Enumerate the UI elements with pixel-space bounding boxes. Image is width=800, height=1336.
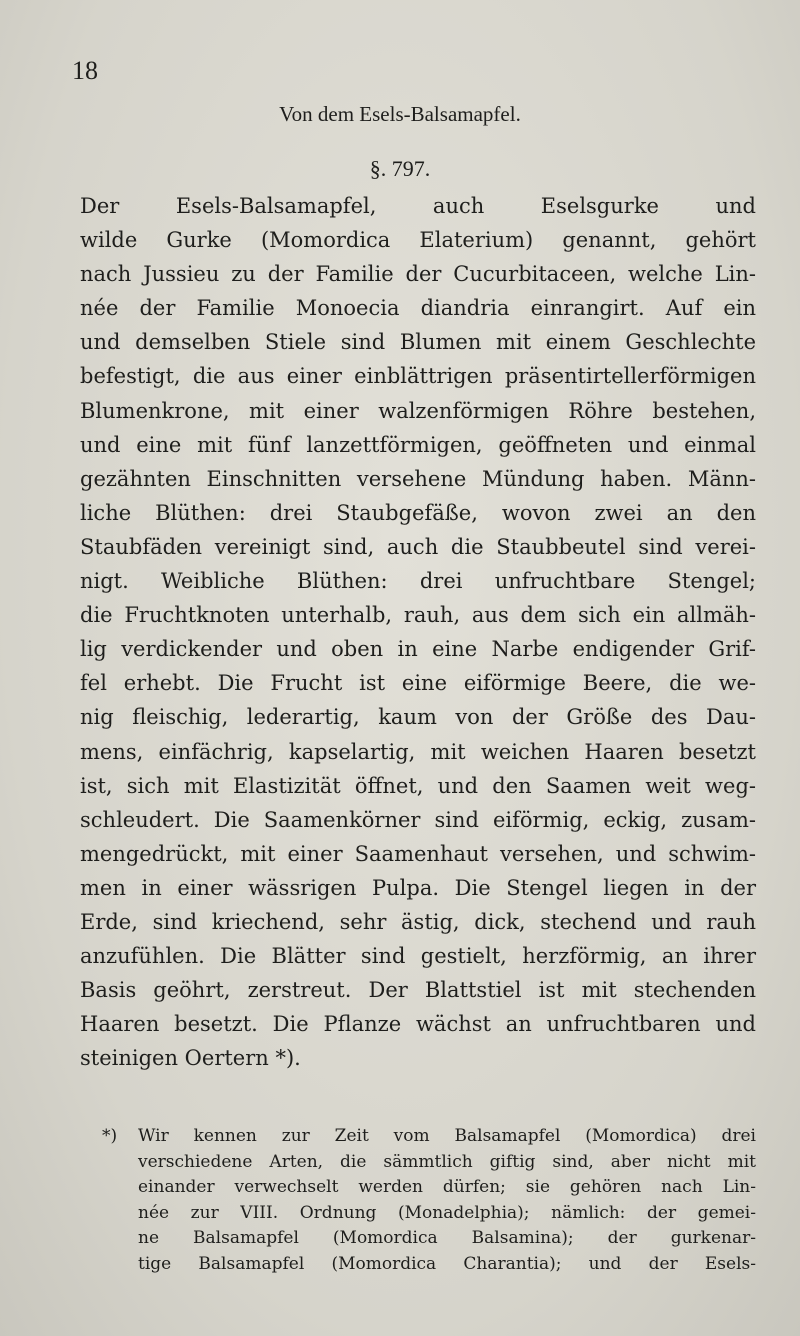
footnote-line: einander verwechselt werden dürfen; sie gehören nach Lin- <box>138 1177 756 1197</box>
body-line: schleudert. Die Saamenkörner sind eiförmig, eckig, zusam- <box>80 807 756 832</box>
body-line: Staubfäden vereinigt sind, auch die Staubbeutel sind verei- <box>80 534 756 559</box>
body-line: wilde Gurke (Momordica Elaterium) genannt, gehört <box>80 228 756 253</box>
footnote-line: ne Balsamapfel (Momordica Balsamina); der gurkenar- <box>138 1228 756 1248</box>
body-line: Der Esels-Balsamapfel, auch Eselsgurke und <box>80 194 756 218</box>
body-line: anzufühlen. Die Blätter sind gestielt, herzförmig, an ihrer <box>80 944 756 969</box>
body-line: nig fleischig, lederartig, kaum von der Größe des Dau- <box>80 705 756 730</box>
page-number: 18 <box>72 56 98 85</box>
footnote-line: née zur VIII. Ordnung (Monadelphia); nämlich: der gemei- <box>138 1202 756 1223</box>
body-line: Erde, sind kriechend, sehr ästig, dick, stechend und rauh <box>80 909 756 934</box>
footnote <box>104 1124 756 1277</box>
body-line: liche Blüthen: drei Staubgefäße, wovon zwei an den <box>80 500 756 525</box>
footnote-line <box>104 1124 756 1150</box>
body-line: lig verdickender und oben in eine Narbe endigender Grif- <box>80 637 756 662</box>
body-line: nigt. Weibliche Blüthen: drei unfruchtbare Stengel; <box>80 569 756 594</box>
body-line: Blumenkrone, mit einer walzenförmigen Röhre bestehen, <box>80 398 756 423</box>
body-line: nach Jussieu zu der Familie der Cucurbitaceen, welche Lin- <box>80 262 756 287</box>
footnote-line: tige Balsamapfel (Momordica Charantia); und der Esels- <box>138 1253 756 1274</box>
body-line: gezähnten Einschnitten versehene Mündung haben. Männ- <box>80 466 756 491</box>
body-line: und eine mit fünf lanzettförmigen, geöffneten und einmal <box>80 432 756 457</box>
body-text <box>80 189 756 1075</box>
body-line: mens, einfächrig, kapselartig, mit weichen Haaren besetzt <box>80 739 756 764</box>
footnote-marker: *) <box>102 1126 118 1146</box>
body-line: ist, sich mit Elastizität öffnet, und den Saamen weit weg- <box>80 773 756 798</box>
body-line: Haaren besetzt. Die Pflanze wächst an unfruchtbaren und <box>80 1012 756 1037</box>
body-line: fel erhebt. Die Frucht ist eine eiförmige Beere, die we- <box>80 671 756 696</box>
footnote-text: Wir kennen zur Zeit vom Balsamapfel (Momordica) drei <box>138 1126 756 1146</box>
body-line: steinigen Oertern *). <box>80 1046 301 1071</box>
body-line: Basis geöhrt, zerstreut. Der Blattstiel ist mit stechenden <box>80 978 756 1003</box>
body-line: née der Familie Monoecia diandria einrangirt. Auf ein <box>80 296 756 321</box>
body-line: die Fruchtknoten unterhalb, rauh, aus dem sich ein allmäh- <box>80 603 756 628</box>
body-line: befestigt, die aus einer einblättrigen präsentirtellerförmigen <box>80 364 756 389</box>
section-number: §. 797. <box>369 156 431 181</box>
body-line: mengedrückt, mit einer Saamenhaut versehen, und schwim- <box>80 841 756 866</box>
footnote-line: verschiedene Arten, die sämmtlich giftig sind, aber nicht mit <box>138 1151 756 1172</box>
body-line: men in einer wässrigen Pulpa. Die Stengel liegen in der <box>80 875 756 900</box>
running-head: Von dem Esels-Balsamapfel. <box>279 102 521 126</box>
body-line: und demselben Stiele sind Blumen mit einem Geschlechte <box>80 330 756 355</box>
